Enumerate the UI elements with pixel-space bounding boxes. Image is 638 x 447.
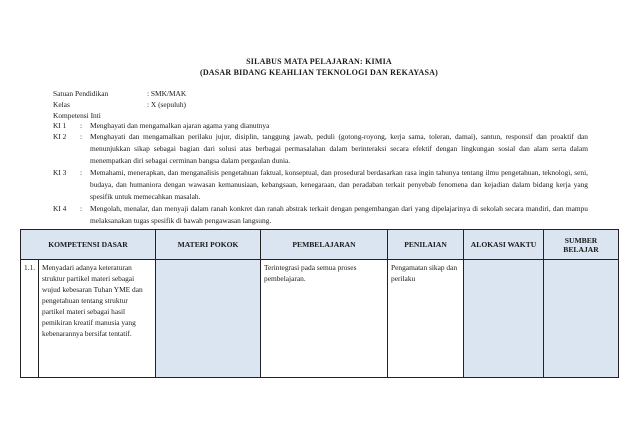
document-title: SILABUS MATA PELAJARAN: KIMIA	[246, 57, 392, 66]
header-pembelajaran: PEMBELAJARAN	[261, 230, 388, 260]
row-number: 1.1.	[21, 260, 39, 378]
ki-3-number: KI 3	[53, 168, 67, 177]
kelas-label: Kelas	[53, 100, 70, 109]
header-materi-pokok: MATERI POKOK	[156, 230, 261, 260]
ki-1-colon: :	[80, 121, 83, 130]
ki-2-text: Menghayati dan mengamalkan perilaku jujur, disiplin, tanggung jawab, peduli (gotong-royong, kerja sama, toleran, damai), santun, responsif dan proaktif dan menunjukkan sikap sebagai bagian dari solusi atas berbagai permasalahan dalam berinteraksi secara efektif dengan lingkungan sosial dan alam serta dalam menempatkan diri sebagai cerminan bangsa dalam pergaulan dunia.	[90, 132, 588, 165]
silabus-table	[20, 229, 619, 378]
cell-pembelajaran: Terintegrasi pada semua proses pembelajaran.	[261, 260, 388, 378]
cell-alokasi-waktu	[464, 260, 544, 378]
cell-kompetensi-dasar: Menyadari adanya keteraturan struktur partikel materi sebagai wujud kebesaran Tuhan YME dan pengetahuan tentang struktur partikel materi sebagai hasil pemikiran kreatif manusia yang kebenarannya bersifat tentatif.	[39, 260, 156, 378]
kompetensi-inti-label: Kompetensi Inti	[53, 111, 101, 120]
cell-penilaian: Pengamatan sikap dan perilaku	[388, 260, 464, 378]
satuan-pendidikan-value: : SMK/MAK	[147, 89, 187, 98]
ki-3-colon: :	[80, 168, 83, 177]
ki-4-text: Mengolah, menalar, dan menyaji dalam ranah konkret dan ranah abstrak terkait dengan pengembangan dari yang dipelajarinya di sekolah secara mandiri, dan mampu melaksanakan tugas spesifik di bawah pengawasan langsung.	[90, 204, 588, 225]
table-header-row	[21, 230, 619, 260]
table-row	[21, 260, 619, 378]
satuan-pendidikan-label: Satuan Pendidikan	[53, 89, 109, 98]
kelas-value: : X (sepuluh)	[147, 100, 186, 109]
ki-2-number: KI 2	[53, 132, 67, 141]
ki-1-number: KI 1	[53, 121, 67, 130]
header-sumber-belajar: SUMBER BELAJAR	[544, 230, 619, 260]
ki-3-text: Memahami, menerapkan, dan menganalisis pengetahuan faktual, konseptual, dan prosedural berdasarkan rasa ingin tahunya tentang ilmu pengetahuan, teknologi, seni, budaya, dan humaniora dengan wawasan kemanusiaan, kebangsaan, kenegaraan, dan peradaban terkait penyebab fenomena dan kejadian dalam bidang kerja yang spesifik untuk memecahkan masalah.	[90, 168, 588, 201]
ki-4-colon: :	[80, 204, 83, 213]
cell-sumber-belajar	[544, 260, 619, 378]
header-penilaian: PENILAIAN	[388, 230, 464, 260]
header-kompetensi-dasar: KOMPETENSI DASAR	[21, 230, 156, 260]
ki-1-text: Menghayati dan mengamalkan ajaran agama yang dianutnya	[90, 121, 270, 130]
document-subtitle: (DASAR BIDANG KEAHLIAN TEKNOLOGI DAN REKAYASA)	[199, 68, 439, 77]
ki-4-number: KI 4	[53, 204, 67, 213]
ki-2-colon: :	[80, 132, 83, 141]
header-alokasi-waktu: ALOKASI WAKTU	[464, 230, 544, 260]
cell-materi-pokok	[156, 260, 261, 378]
